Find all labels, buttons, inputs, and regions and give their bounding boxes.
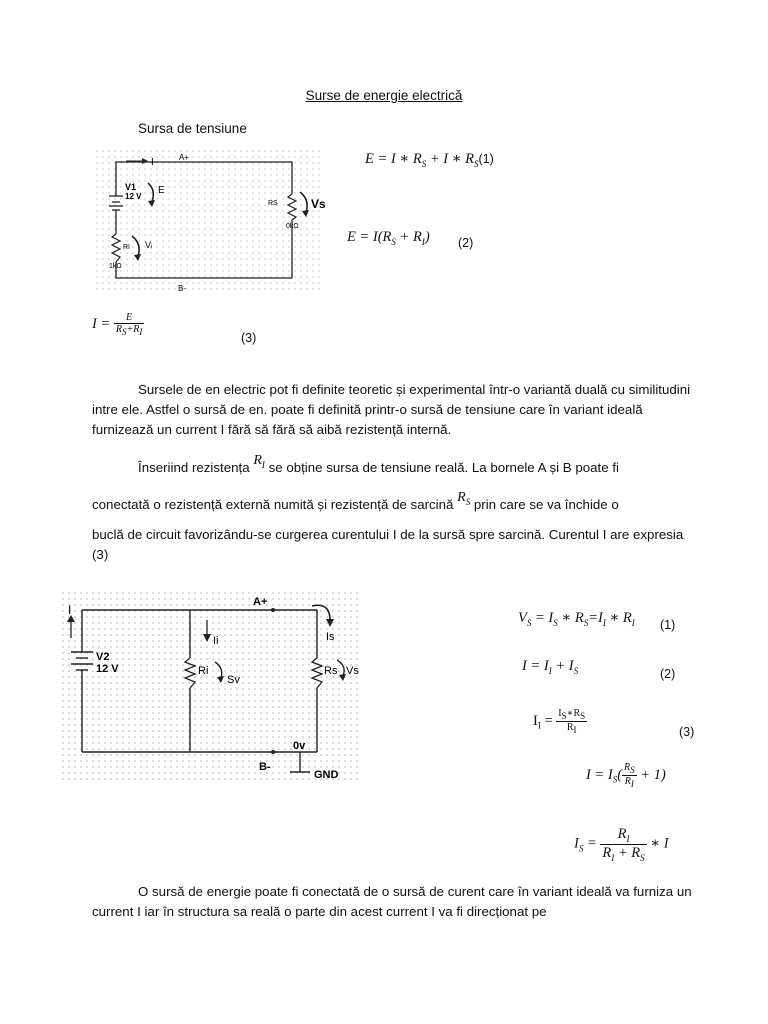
c2-node-a: A+ bbox=[253, 596, 268, 608]
c2-source-name: V2 bbox=[96, 651, 110, 663]
paragraph-3: O sursă de energie poate fi conectată de o sursă de curent care în variant ideală va furniza un current I iar în structura sa reală o parte din acest current I va fi direcționat pe bbox=[92, 884, 692, 919]
paragraph-2-line-3: buclă de circuit favorizându-se curgerea curentului I de la sursă spre sarcină. Curentul I are expresia (3) bbox=[92, 527, 684, 562]
ri-label: RI bbox=[123, 244, 130, 251]
c2-current-label: I bbox=[68, 603, 72, 617]
equation-2-number: (2) bbox=[458, 236, 474, 250]
ri-symbol: $R_I$ bbox=[253, 453, 265, 470]
emf-label: E bbox=[158, 185, 165, 196]
vs-label: Vs bbox=[311, 197, 326, 211]
circuit-diagram-1 bbox=[96, 150, 326, 293]
c2-ii-label: Ii bbox=[213, 635, 219, 647]
c2-sv-label: Sv bbox=[227, 674, 240, 686]
rs-value: 0kΩ bbox=[286, 223, 299, 230]
section-heading: Sursa de tensiune bbox=[138, 121, 247, 136]
equation-1: E = I ∗ $R_S + I$ ∗ $R_S(1)$ bbox=[365, 151, 494, 169]
source-name: V1 bbox=[125, 182, 137, 192]
c2-gnd-label: GND bbox=[314, 769, 339, 781]
node-a-label: A+ bbox=[179, 153, 190, 162]
circuit-diagram-2 bbox=[62, 592, 362, 782]
equation-1-number: (1) bbox=[478, 152, 494, 166]
equation-r4: $I = I_S$( $\frac{R_S}{R_I}$ + 1) bbox=[586, 762, 666, 789]
c2-source-value: 12 V bbox=[96, 663, 119, 675]
equation-r3: $I_I$ = $\frac{I_S∗R_S}{R_I}$ bbox=[533, 708, 586, 735]
current-label: I bbox=[151, 157, 154, 168]
equation-r2: $I = I_I + I_S$ bbox=[522, 658, 579, 676]
c2-ri-label: Ri bbox=[198, 665, 209, 677]
equation-3-number: (3) bbox=[241, 331, 257, 345]
equation-r2-number: (2) bbox=[660, 667, 676, 681]
ri-value: 1kΩ bbox=[109, 263, 122, 270]
paragraph-1: Sursele de en electric pot fi definite teoretic și experimental într-o variantă duală cu similitudini intre ele. Astfel o sursă de en. poate fi definită printr-o sursă de tensiune care în variant ideală furnizează un current I fără să fără să aibă rezistență internă. bbox=[92, 382, 691, 437]
equation-2: $E = I(R_S + R_I)$ bbox=[347, 229, 430, 247]
equation-3: I = $\frac{E}{R_S+R_I}$ bbox=[92, 312, 143, 337]
c2-zero-label: 0v bbox=[293, 740, 306, 752]
paragraph-2-line-1: Înseriind rezistența $R_I$ se obține sursa de tensiune reală. La bornele A și B poate fi bbox=[138, 453, 619, 475]
equation-r1-number: (1) bbox=[660, 618, 676, 632]
paragraph-2-line-2: conectată o rezistență externă numită și rezistență de sarcină $R_S$ prin care se va închide o bbox=[92, 490, 619, 512]
vi-label: Vᵢ bbox=[145, 240, 153, 250]
equation-r3-number: (3) bbox=[679, 725, 695, 739]
equation-r1: $V_S = I_S$ ∗ $R_S=I_I$ ∗ $R_I$ bbox=[518, 610, 635, 628]
node-b-label: B- bbox=[178, 284, 186, 293]
equation-r5: $I_S$ = $\frac{R_I}{R_I + R_S}$ ∗ I bbox=[574, 826, 669, 863]
c2-is-label: Is bbox=[326, 631, 335, 643]
source-value: 12 V bbox=[125, 192, 142, 201]
c2-node-b: B- bbox=[259, 761, 271, 773]
c2-rs-label: Rs bbox=[324, 665, 338, 677]
page-title: Surse de energie electrică bbox=[305, 88, 463, 103]
c2-vs-label: Vs bbox=[346, 665, 359, 677]
rs-symbol: $R_S$ bbox=[457, 490, 471, 507]
rs-label: RS bbox=[268, 200, 278, 207]
